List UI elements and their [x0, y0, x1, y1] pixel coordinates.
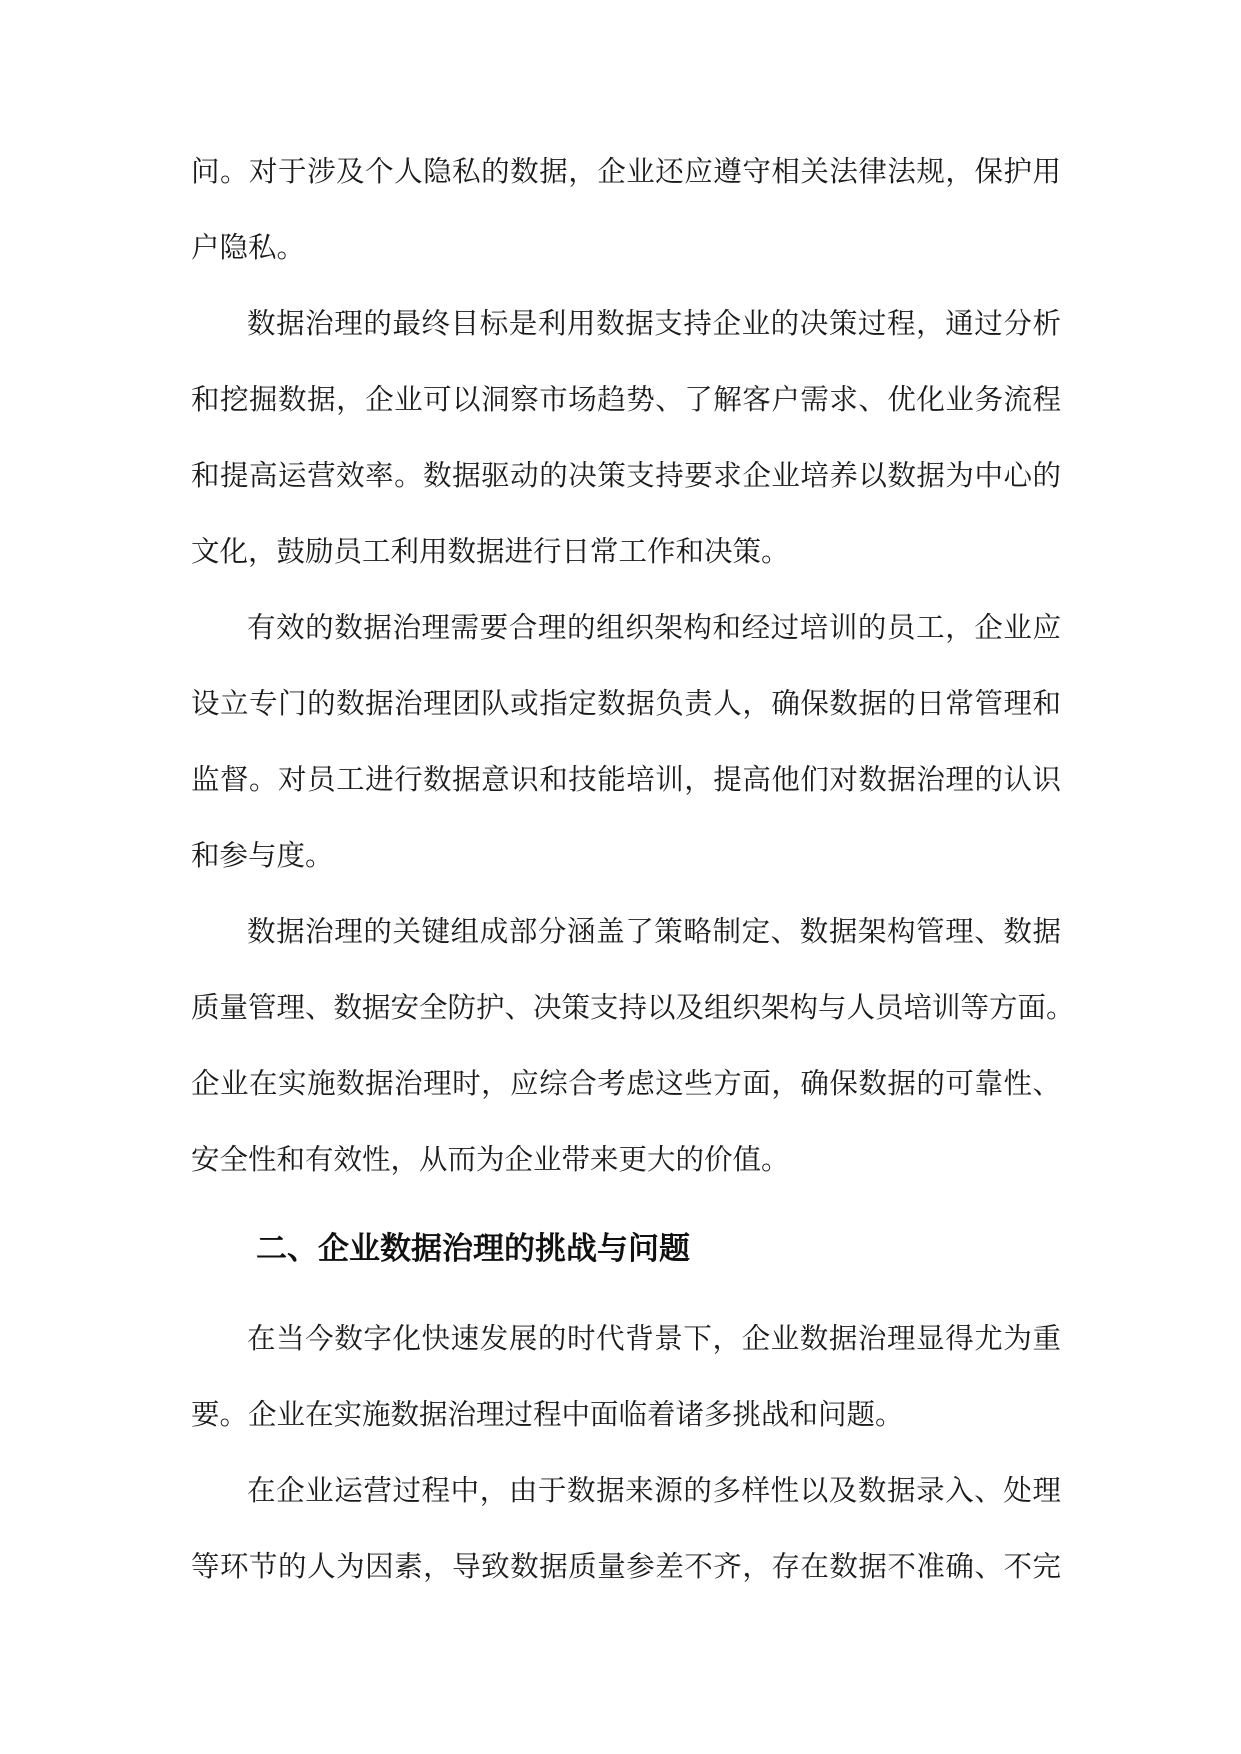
paragraph-line: 户隐私。	[191, 231, 306, 264]
paragraph-line: 质量管理、数据安全防护、决策支持以及组织架构与人员培训等方面。	[191, 991, 1075, 1024]
paragraph-line: 文化，鼓励员工利用数据进行日常工作和决策。	[191, 535, 790, 568]
paragraph-line: 在企业运营过程中，由于数据来源的多样性以及数据录入、处理	[247, 1474, 1061, 1507]
paragraph-line: 设立专门的数据治理团队或指定数据负责人，确保数据的日常管理和	[191, 687, 1061, 720]
paragraph-line: 企业在实施数据治理时，应综合考虑这些方面，确保数据的可靠性、	[191, 1067, 1061, 1100]
paragraph-line: 要。企业在实施数据治理过程中面临着诸多挑战和问题。	[191, 1398, 904, 1431]
paragraph-line: 和提高运营效率。数据驱动的决策支持要求企业培养以数据为中心的	[191, 459, 1061, 492]
paragraph-line: 有效的数据治理需要合理的组织架构和经过培训的员工，企业应	[247, 611, 1061, 644]
paragraph-line: 和挖掘数据，企业可以洞察市场趋势、了解客户需求、优化业务流程	[191, 383, 1061, 416]
paragraph-line: 问。对于涉及个人隐私的数据，企业还应遵守相关法律法规，保护用	[191, 155, 1061, 188]
section-heading: 二、企业数据治理的挑战与问题	[256, 1231, 690, 1267]
paragraph-line: 和参与度。	[191, 839, 334, 872]
paragraph-line: 数据治理的最终目标是利用数据支持企业的决策过程，通过分析	[247, 307, 1061, 340]
paragraph-line: 安全性和有效性，从而为企业带来更大的价值。	[191, 1143, 790, 1176]
paragraph-line: 数据治理的关键组成部分涵盖了策略制定、数据架构管理、数据	[247, 915, 1061, 948]
paragraph-line: 等环节的人为因素，导致数据质量参差不齐，存在数据不准确、不完	[191, 1550, 1061, 1583]
paragraph-line: 监督。对员工进行数据意识和技能培训，提高他们对数据治理的认识	[191, 763, 1061, 796]
paragraph-line: 在当今数字化快速发展的时代背景下，企业数据治理显得尤为重	[247, 1322, 1061, 1355]
